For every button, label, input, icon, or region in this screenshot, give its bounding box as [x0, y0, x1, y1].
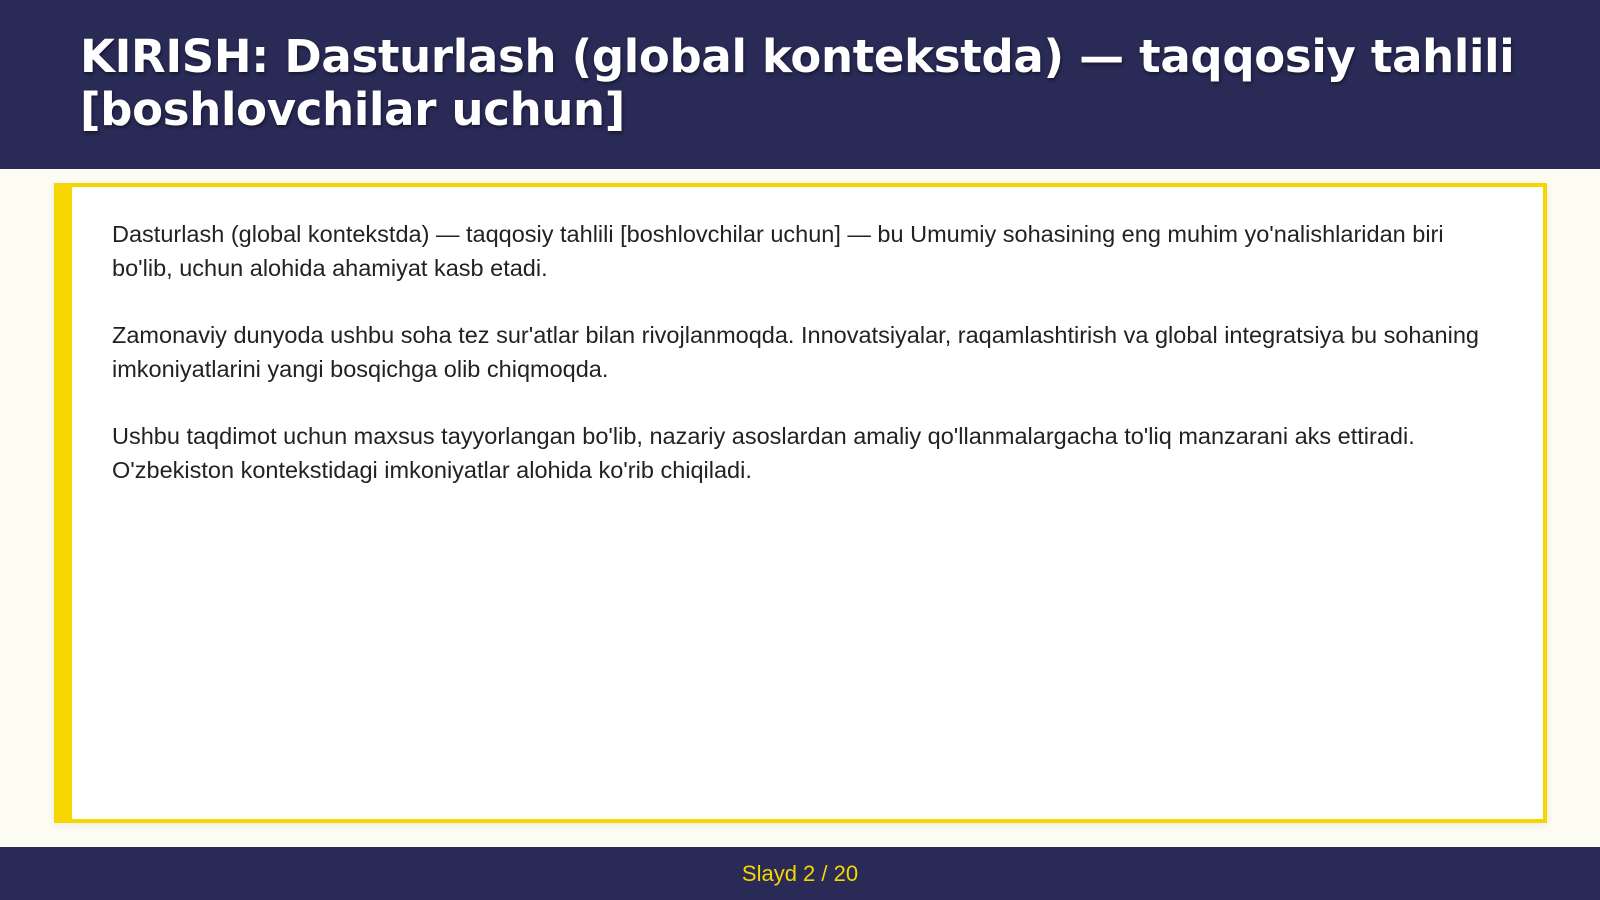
intro-paragraph: Dasturlash (global kontekstda) — taqqosiy tahlili [boshlovchilar uchun] — bu Umumiy sohasining eng muhim yo'nalishlaridan biri bo'lib, uchun alohida ahamiyat kasb etadi.: [112, 221, 1444, 281]
slide-title: KIRISH: Dasturlash (global kontekstda) — taqqosiy tahlili [boshlovchilar uchun]: [80, 30, 1515, 136]
slide-footer: [0, 847, 1600, 900]
slide-counter: Slayd 2 / 20: [741, 860, 859, 886]
slide-header: [0, 0, 1600, 169]
modern-world-paragraph: Zamonaviy dunyoda ushbu soha tez sur'atlar bilan rivojlanmoqda. Innovatsiyalar, raqamlashtirish va global integratsiya bu sohaning imkoniyatlarini yangi bosqichga olib chiqmoqda.: [112, 322, 1479, 382]
presentation-purpose-paragraph: Ushbu taqdimot uchun maxsus tayyorlangan bo'lib, nazariy asoslardan amaliy qo'llanmalargacha to'liq manzarani aks ettiradi. O'zbekiston kontekstidagi imkoniyatlar alohida ko'rib chiqiladi.: [112, 423, 1415, 483]
content-panel: [54, 183, 1547, 823]
